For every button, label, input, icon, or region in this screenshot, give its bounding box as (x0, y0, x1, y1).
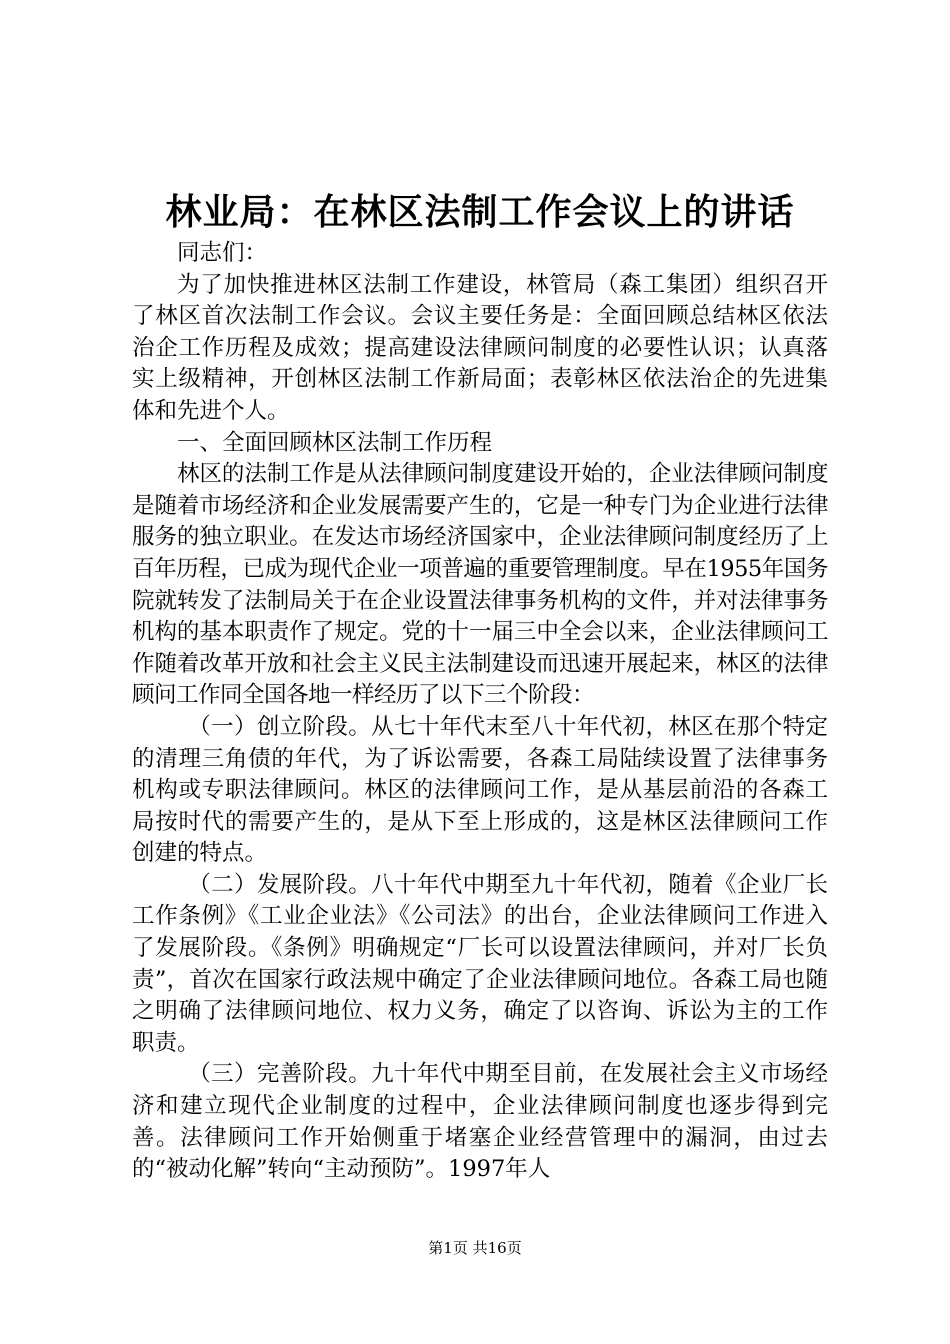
body-paragraph: （二）发展阶段。八十年代中期至九十年代初，随着《企业厂长工作条例》《工业企业法》《公司法》的出台，企业法律顾问工作进入了发展阶段。《条例》明确规定“厂长可以设置法律顾问，并对厂长负责”，首次在国家行政法规中确定了企业法律顾问地位。各森工局也随之明确了法律顾问地位、权力义务，确定了以咨询、诉讼为主的工作职责。 (132, 871, 828, 1056)
salutation: 同志们： (177, 240, 268, 266)
section-heading: 一、全面回顾林区法制工作历程 (177, 429, 493, 456)
body-paragraph: （三）完善阶段。九十年代中期至目前，在发展社会主义市场经济和建立现代企业制度的过程中，企业法律顾问制度也逐步得到完善。法律顾问工作开始侧重于堵塞企业经营管理中的漏洞，由过去的“被动化解”转向“主动预防”。1997年人 (132, 1061, 828, 1183)
body-paragraph: （一）创立阶段。从七十年代末至八十年代初，林区在那个特定的清理三角债的年代，为了诉讼需要，各森工局陆续设置了法律事务机构或专职法律顾问。林区的法律顾问工作，是从基层前沿的各森工局按时代的需要产生的，是从下至上形成的，这是林区法律顾问工作创建的特点。 (132, 713, 828, 867)
document-body (132, 186, 828, 1186)
body-paragraph: 林区的法制工作是从法律顾问制度建设开始的，企业法律顾问制度是随着市场经济和企业发展需要产生的，它是一种专门为企业进行法律服务的独立职业。在发达市场经济国家中，企业法律顾问制度经历了上百年历程，已成为现代企业一项普遍的重要管理制度。早在1955年国务院就转发了法制局关于在企业设置法律事务机构的文件，并对法律事务机构的基本职责作了规定。党的十一届三中全会以来，企业法律顾问工作随着改革开放和社会主义民主法制建设而迅速开展起来，林区的法律顾问工作同全国各地一样经历了以下三个阶段： (132, 461, 828, 709)
body-paragraph: 为了加快推进林区法制工作建设，林管局（森工集团）组织召开了林区首次法制工作会议。会议主要任务是：全面回顾总结林区依法治企工作历程及成效；提高建设法律顾问制度的必要性认识；认真落实上级精神，开创林区法制工作新局面；表彰林区依法治企的先进集体和先进个人。 (132, 271, 828, 424)
document-title: 林业局：在林区法制工作会议上的讲话 (165, 191, 795, 233)
page-number: 第1页 共16页 (428, 1239, 522, 1257)
